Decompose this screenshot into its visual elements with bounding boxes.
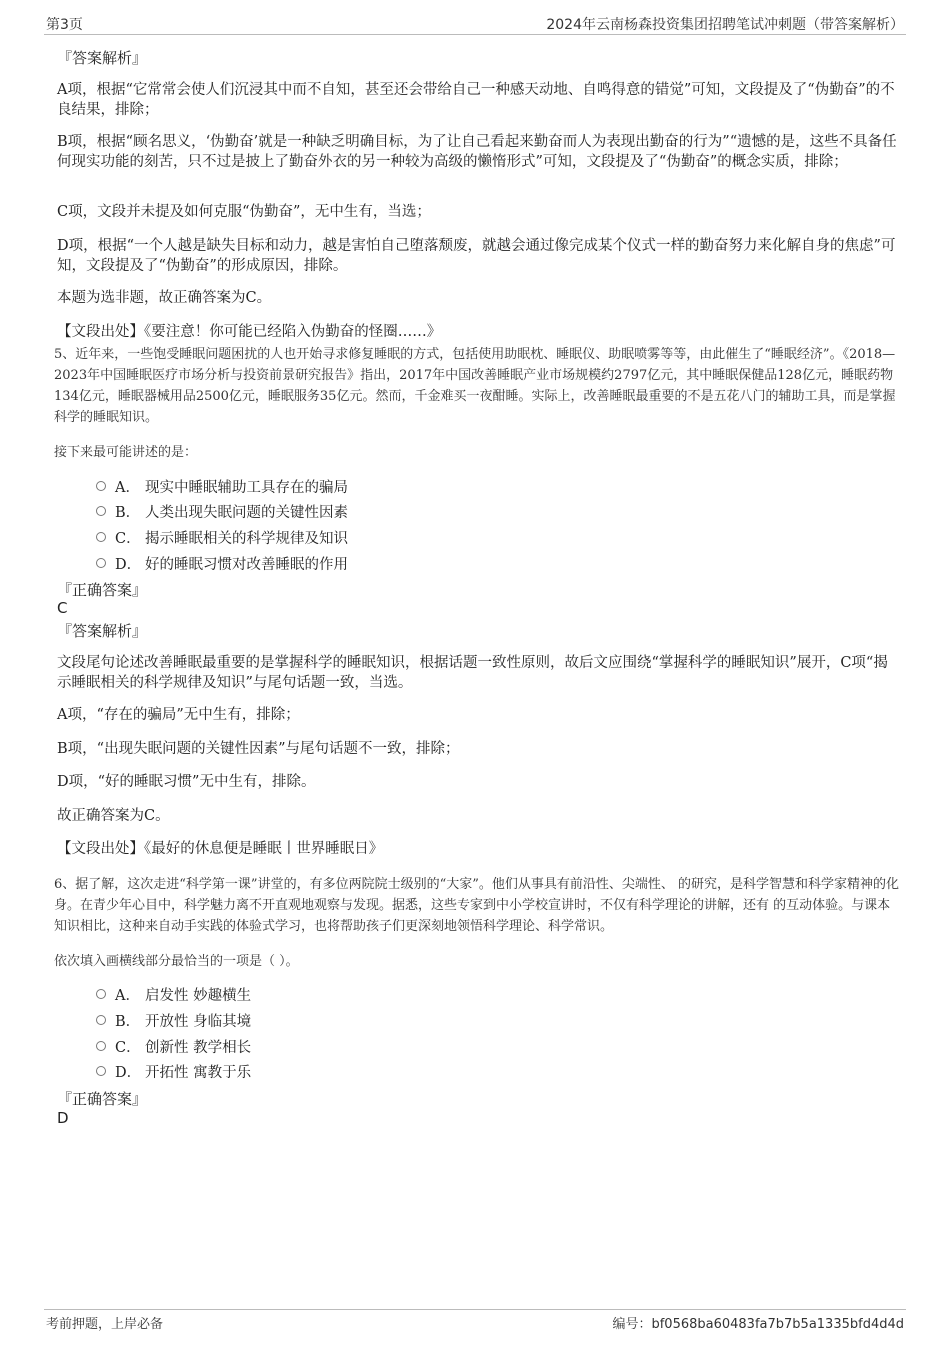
q5-correct-label: 『正确答案』 [57, 581, 148, 599]
q5-option-d[interactable] [96, 552, 348, 574]
option-text: 启发性 妙趣横生 [145, 987, 252, 1004]
option-text: 创新性 教学相长 [145, 1039, 252, 1056]
option-text: 好的睡眠习惯对改善睡眠的作用 [145, 556, 348, 573]
option-letter: C． [115, 530, 141, 547]
footer-code-label: 编号： [612, 1317, 652, 1332]
radio-icon[interactable] [96, 558, 106, 568]
radio-icon[interactable] [96, 1015, 106, 1025]
header-divider [44, 34, 906, 35]
q5-option-a[interactable] [96, 475, 348, 497]
q5-analysis-main: 文段尾句论述改善睡眠最重要的是掌握科学的睡眠知识，根据话题一致性原则，故后文应围绕“掌握科学的睡眠知识”展开，C项“揭示睡眠相关的科学规律及知识”与尾句话题一致，当选。 [57, 655, 888, 691]
q4-analysis-b: B项，根据“顾名思义，‘伪勤奋’就是一种缺乏明确目标，为了让自己看起来勤奋而人为表现出勤奋的行为”“遗憾的是，这些不具备任何现实功能的刻苦，只不过是披上了勤奋外衣的另一种较为高级的懒惰形式”可知，文段提及了“伪勤奋”的概念实质，排除； [57, 134, 897, 170]
footer-code [612, 1313, 904, 1332]
option-letter: A． [115, 479, 140, 496]
footer-code-value: bf0568ba60483fa7b7b5a1335bfd4d4d [651, 1317, 904, 1332]
q4-analysis-d: D项，根据“一个人越是缺失目标和动力，越是害怕自己堕落颓废，就越会通过像完成某个仪式一样的勤奋努力来化解自身的焦虑”可知，文段提及了“伪勤奋”的形成原因，排除。 [57, 238, 896, 274]
option-text: 揭示睡眠相关的科学规律及知识 [145, 530, 348, 547]
radio-icon[interactable] [96, 989, 106, 999]
q5-source: 【文段出处】《最好的休息便是睡眠丨世界睡眠日》 [57, 841, 384, 857]
option-letter: C． [115, 1039, 141, 1056]
q6-option-a[interactable] [96, 983, 251, 1005]
option-letter: B． [115, 1013, 141, 1030]
q5-prompt: 接下来最可能讲述的是： [54, 445, 198, 460]
q6-question: 6、据了解，这次走进“科学第一课”讲堂的，有多位两院院士级别的“大家”。他们从事具有前沿性、尖端性、 的研究，是科学智慧和科学家精神的化身。在青少年心目中，科学魅力离不开直观地观察与发现。据悉，这些专家到中小学校宣讲时，不仅有科学理论的讲解，还有 的互动体验。与课本知识相比，这种来自动手实践的体验式学习，也将帮助孩子们更深刻地领悟科学理论、科学常识。 [54, 877, 899, 934]
option-letter: D． [115, 1064, 142, 1081]
option-text: 开放性 身临其境 [145, 1013, 252, 1030]
radio-icon[interactable] [96, 1066, 106, 1076]
q5-question: 5、近年来，一些饱受睡眠问题困扰的人也开始寻求修复睡眠的方式，包括使用助眠枕、睡眠仪、助眠喷雾等等，由此催生了“睡眠经济”。《2018—2023年中国睡眠医疗市场分析与投资前景研究报告》指出，2017年中国改善睡眠产业市场规模约2797亿元，其中睡眠保健品128亿元，睡眠药物134亿元，睡眠器械用品2500亿元，睡眠服务35亿元。然而，千金难买一夜酣睡。实际上，改善睡眠最重要的不是五花八门的辅助工具，而是掌握科学的睡眠知识。 [54, 347, 896, 425]
option-text: 开拓性 寓教于乐 [145, 1064, 252, 1081]
q4-analysis-c: C项，文段并未提及如何克服“伪勤奋”，无中生有，当选； [57, 204, 431, 220]
document-title: 2024年云南杨森投资集团招聘笔试冲刺题（带答案解析） [546, 17, 904, 33]
radio-icon[interactable] [96, 481, 106, 491]
radio-icon[interactable] [96, 1041, 106, 1051]
q5-analysis-b: B项，“出现失眠问题的关键性因素”与尾句话题不一致，排除； [57, 741, 460, 757]
q6-option-c[interactable] [96, 1035, 251, 1057]
q4-conclusion: 本题为选非题，故正确答案为C。 [57, 290, 272, 306]
q4-source: 【文段出处】《要注意！你可能已经陷入伪勤奋的怪圈……》 [57, 324, 442, 340]
radio-icon[interactable] [96, 506, 106, 516]
q5-analysis-d: D项，“好的睡眠习惯”无中生有，排除。 [57, 774, 316, 790]
option-letter: B． [115, 504, 141, 521]
q4-analysis-label: 『答案解析』 [57, 49, 148, 67]
footer-slogan: 考前押题，上岸必备 [46, 1317, 164, 1332]
q5-analysis-label: 『答案解析』 [57, 622, 148, 640]
footer-divider [44, 1309, 906, 1310]
q6-prompt: 依次填入画横线部分最恰当的一项是（ ）。 [54, 954, 299, 969]
option-text: 人类出现失眠问题的关键性因素 [145, 504, 348, 521]
q5-correct-answer: C [57, 599, 68, 617]
radio-icon[interactable] [96, 532, 106, 542]
q6-option-d[interactable] [96, 1060, 251, 1082]
q5-analysis-a: A项，“存在的骗局”无中生有，排除； [57, 707, 300, 723]
q5-option-b[interactable] [96, 500, 348, 522]
option-text: 现实中睡眠辅助工具存在的骗局 [145, 479, 348, 496]
q4-analysis-a: A项，根据“它常常会使人们沉浸其中而不自知，甚至还会带给自己一种感天动地、自鸣得意的错觉”可知，文段提及了“伪勤奋”的不良结果，排除； [57, 82, 895, 118]
option-letter: D． [115, 556, 142, 573]
q6-option-b[interactable] [96, 1009, 251, 1031]
page-number: 第3页 [46, 17, 83, 33]
q5-conclusion: 故正确答案为C。 [57, 808, 170, 824]
q5-option-c[interactable] [96, 526, 348, 548]
q6-correct-answer: D [57, 1109, 69, 1127]
q6-correct-label: 『正确答案』 [57, 1090, 148, 1108]
option-letter: A． [115, 987, 140, 1004]
